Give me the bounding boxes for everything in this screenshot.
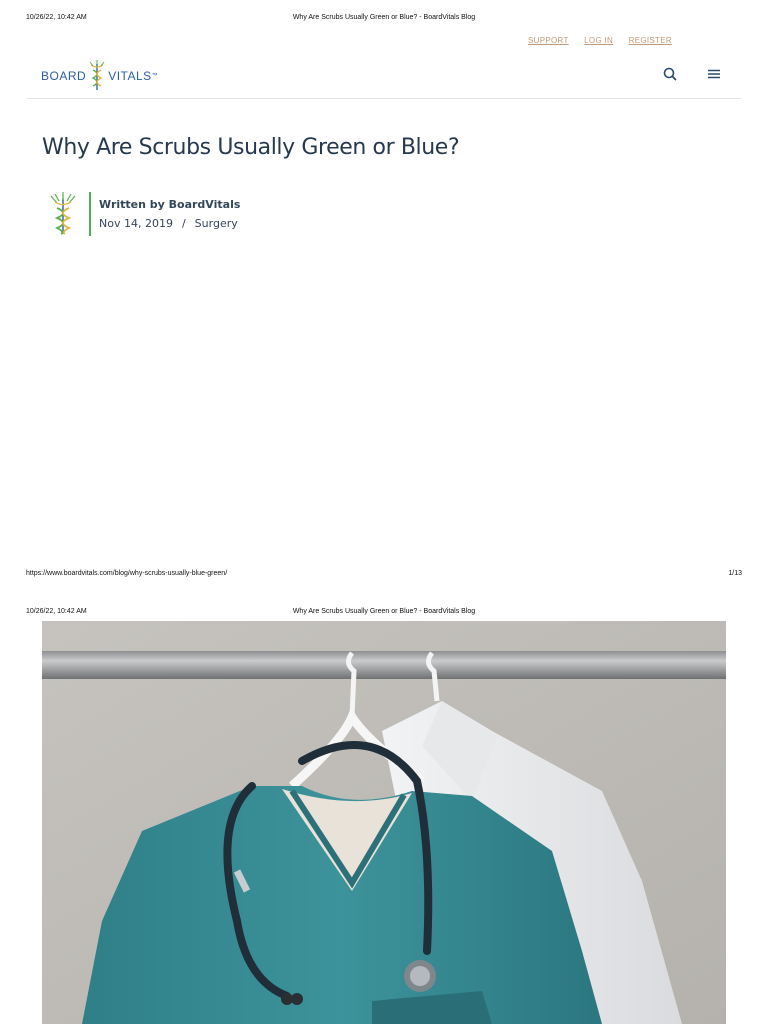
logo-trademark: ™ bbox=[151, 73, 158, 79]
print-page-title: Why Are Scrubs Usually Green or Blue? - BoardVitals Blog bbox=[292, 14, 476, 21]
publish-date: Nov 14, 2019 bbox=[99, 217, 173, 230]
search-icon[interactable] bbox=[662, 66, 678, 82]
hamburger-menu-icon[interactable] bbox=[706, 66, 722, 82]
print-datetime: 10/26/22, 10:42 AM bbox=[26, 14, 87, 21]
category-link[interactable]: Surgery bbox=[194, 217, 238, 230]
header-divider bbox=[27, 98, 741, 99]
scrubs-illustration bbox=[42, 621, 726, 1024]
hero-image-scrubs bbox=[42, 621, 726, 1024]
author-block bbox=[47, 192, 240, 236]
article-title: Why Are Scrubs Usually Green or Blue? bbox=[42, 135, 460, 160]
login-link[interactable]: LOG IN bbox=[584, 36, 614, 45]
author-byline[interactable]: Written by BoardVitals bbox=[99, 198, 241, 211]
author-avatar bbox=[47, 192, 79, 236]
header-actions bbox=[662, 66, 722, 82]
author-accent-bar bbox=[89, 192, 91, 236]
print-url: https://www.boardvitals.com/blog/why-scrubs-usually-blue-green/ bbox=[26, 570, 228, 577]
boardvitals-logo[interactable] bbox=[41, 60, 158, 92]
meta-separator: / bbox=[181, 217, 186, 230]
print-datetime: 10/26/22, 10:42 AM bbox=[26, 608, 87, 615]
caduceus-icon bbox=[87, 60, 107, 92]
print-page-title: Why Are Scrubs Usually Green or Blue? - BoardVitals Blog bbox=[292, 608, 476, 615]
support-link[interactable]: SUPPORT bbox=[528, 36, 569, 45]
print-page-number: 1/13 bbox=[728, 570, 742, 577]
logo-word-board: BOARD bbox=[41, 69, 87, 83]
logo-word-vitals: VITALS bbox=[108, 69, 152, 83]
register-link[interactable]: REGISTER bbox=[628, 36, 672, 45]
utility-nav bbox=[528, 36, 685, 45]
